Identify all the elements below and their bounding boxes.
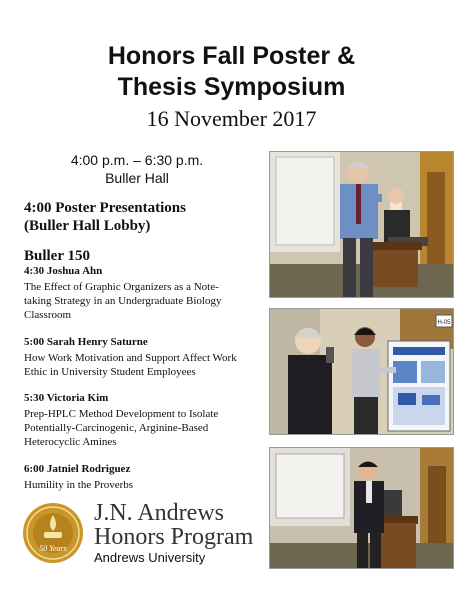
event-time: 4:00 p.m. – 6:30 p.m. — [70, 152, 204, 168]
photo-student-presenting — [269, 447, 454, 569]
session-title-line: Prep-HPLC Method Development to Isolate — [24, 408, 219, 420]
session-title-line: Classroom — [24, 309, 72, 321]
title-line-2: Thesis Symposium — [117, 73, 346, 101]
poster-heading-line-2: (Buller Hall Lobby) — [24, 218, 151, 234]
seal-text: 50 Years — [39, 544, 67, 553]
logo-line-2: Honors Program — [94, 524, 254, 550]
room-sign-text: H-05 — [437, 320, 451, 326]
session-title-line: The Effect of Graphic Organizers as a Note- — [24, 281, 219, 293]
session-time-presenter: 5:00 Sarah Henry Saturne — [24, 336, 148, 348]
event-date: 16 November 2017 — [146, 106, 317, 131]
photo-presenter-podium — [269, 151, 454, 298]
session-time-presenter: 5:30 Victoria Kim — [24, 392, 109, 404]
session-title-line: Potentially-Carcinogenic, Arginine-Based — [24, 422, 209, 434]
fifty-years-seal-icon — [22, 502, 84, 564]
session-title-line: taking Strategy in an Undergraduate Biology — [24, 295, 222, 307]
poster-heading-line-1: 4:00 Poster Presentations — [24, 200, 186, 216]
logo-line-3: Andrews University — [94, 550, 206, 565]
session-time-presenter: 4:30 Joshua Ahn — [24, 265, 103, 277]
honors-program-logo — [22, 500, 262, 575]
session-title-line: Heterocyclic Amines — [24, 436, 117, 448]
session-title-line: Ethic in University Student Employees — [24, 366, 196, 378]
title-line-1: Honors Fall Poster & — [107, 42, 356, 70]
logo-line-1: J.N. Andrews — [94, 500, 224, 526]
session-title-line: How Work Motivation and Support Affect Work — [24, 352, 237, 364]
room-heading: Buller 150 — [24, 248, 90, 264]
event-location: Buller Hall — [105, 170, 169, 186]
session-title-line: Humility in the Proverbs — [24, 479, 134, 491]
session-time-presenter: 6:00 Jatniel Rodriguez — [24, 463, 131, 475]
photo-poster-session — [269, 308, 454, 435]
